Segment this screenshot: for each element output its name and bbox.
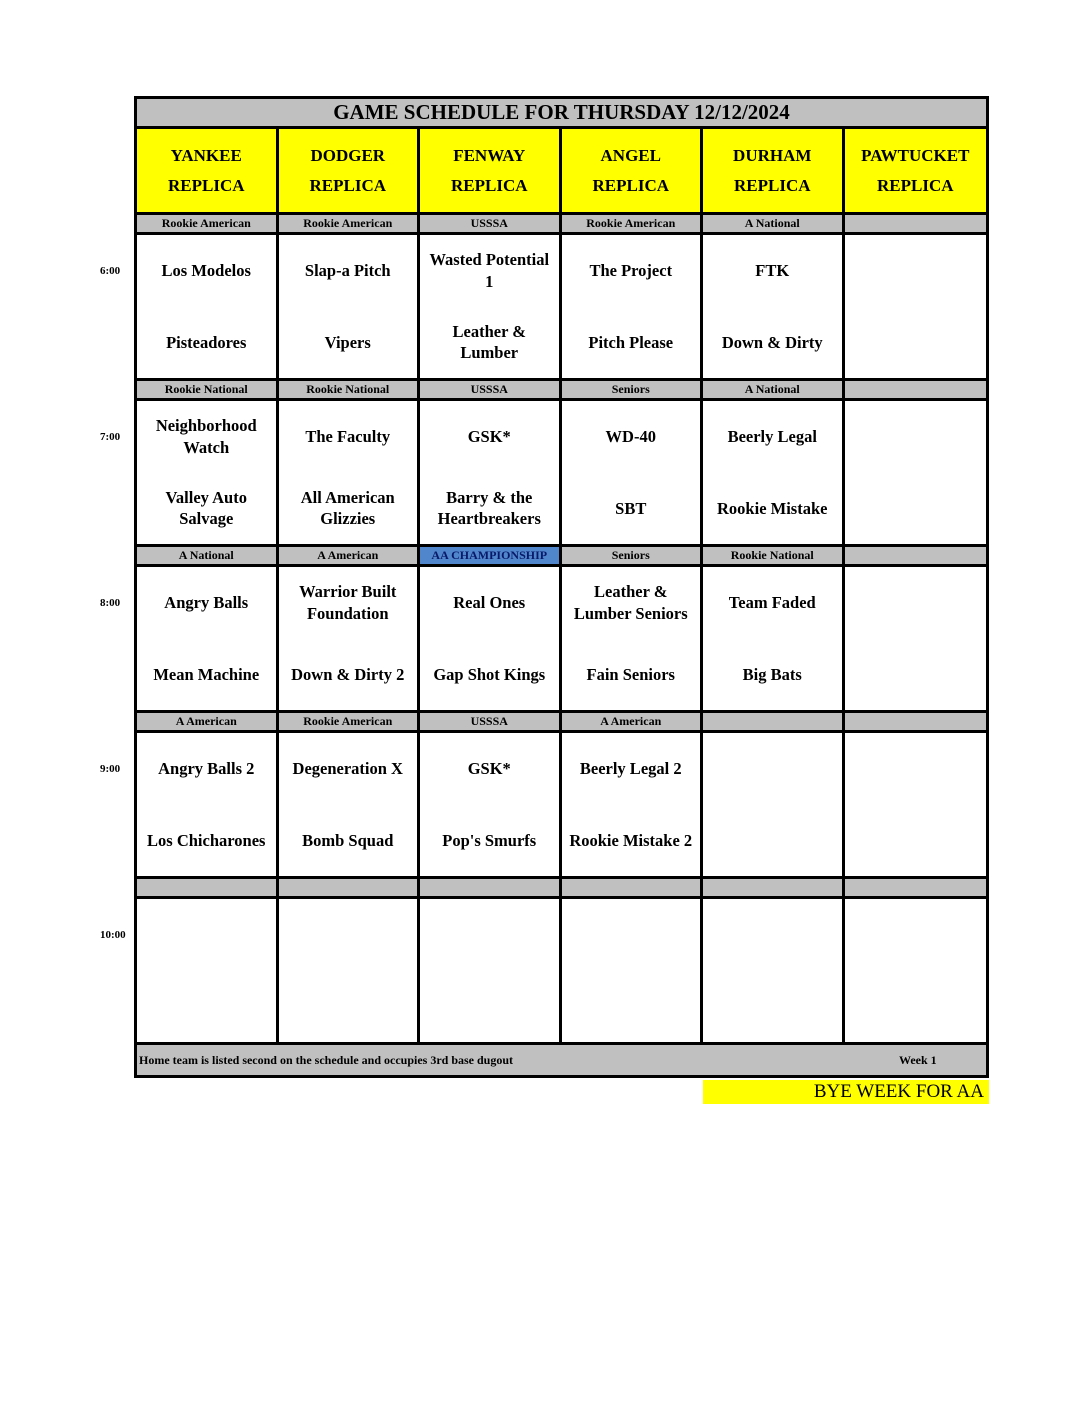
away-team: FTK <box>755 261 790 281</box>
field-header-yankee <box>137 129 279 215</box>
home-team <box>562 971 701 1043</box>
field-name: PAWTUCKET <box>861 145 970 165</box>
division-label: Rookie National <box>703 547 845 567</box>
away-team: Warrior Built Foundation <box>299 582 397 623</box>
away-team <box>137 899 276 971</box>
away-team <box>845 401 987 473</box>
away-team: The Project <box>589 261 673 281</box>
game-cell <box>137 235 279 381</box>
away-team: Beerly Legal 2 <box>579 759 682 779</box>
division-label: USSSA <box>420 215 562 235</box>
division-label: AA CHAMPIONSHIP <box>420 547 562 567</box>
division-label: Rookie American <box>279 713 421 733</box>
home-team: Vipers <box>324 332 371 352</box>
game-cell <box>562 567 704 713</box>
away-team <box>420 899 559 971</box>
division-label <box>703 879 845 899</box>
division-label: Seniors <box>562 381 704 401</box>
field-sub: REPLICA <box>733 175 811 195</box>
home-team: Rookie Mistake 2 <box>569 830 693 850</box>
away-team: Degeneration X <box>292 759 403 779</box>
field-header-fenway <box>420 129 562 215</box>
away-team: Wasted Potential 1 <box>429 250 550 291</box>
division-label: Rookie American <box>279 215 421 235</box>
time-label: 9:00 <box>100 763 121 775</box>
home-team <box>703 971 842 1043</box>
home-team: Pisteadores <box>166 332 247 352</box>
game-cell <box>279 899 421 1045</box>
division-label: A National <box>703 215 845 235</box>
game-cell <box>703 401 845 547</box>
away-team <box>845 899 987 971</box>
away-team: Angry Balls <box>164 593 249 613</box>
game-cell <box>562 235 704 381</box>
home-team <box>845 307 987 379</box>
away-team: Team Faded <box>728 593 816 613</box>
home-team <box>279 971 418 1043</box>
game-cell <box>703 733 845 879</box>
home-team: Leather & Lumber <box>452 321 526 363</box>
field-name: YANKEE <box>170 145 242 165</box>
division-label <box>845 713 987 733</box>
home-team <box>845 473 987 545</box>
home-team: Fain Seniors <box>586 664 675 684</box>
game-cell <box>845 733 987 879</box>
field-name: DURHAM <box>733 145 812 165</box>
away-team: Beerly Legal <box>727 427 817 447</box>
game-cell <box>562 899 704 1045</box>
division-label: Rookie American <box>137 215 279 235</box>
field-sub: REPLICA <box>450 175 528 195</box>
field-sub: REPLICA <box>167 175 245 195</box>
away-team: GSK* <box>467 427 511 447</box>
field-header-durham <box>703 129 845 215</box>
division-label <box>137 879 279 899</box>
division-label <box>845 381 987 401</box>
away-team <box>279 899 418 971</box>
game-cell <box>845 235 987 381</box>
field-sub: REPLICA <box>592 175 669 195</box>
footer-note: Home team is listed second on the schedule and occupies 3rd base dugout <box>139 1052 514 1067</box>
away-team: Leather & Lumber Seniors <box>573 582 688 623</box>
division-label: Rookie National <box>279 381 421 401</box>
game-cell <box>420 401 562 547</box>
home-team <box>845 639 987 711</box>
game-cell <box>703 899 845 1045</box>
division-label: A American <box>279 547 421 567</box>
division-label: Rookie American <box>562 215 704 235</box>
home-team <box>137 971 276 1043</box>
game-cell <box>703 235 845 381</box>
time-label: 7:00 <box>100 431 121 443</box>
game-cell <box>420 733 562 879</box>
division-label <box>845 215 987 235</box>
away-team <box>703 733 842 805</box>
home-team: Down & Dirty <box>721 332 823 352</box>
field-name: DODGER <box>310 145 386 165</box>
away-team: Slap-a Pitch <box>304 261 391 281</box>
game-cell <box>562 401 704 547</box>
division-label: Rookie National <box>137 381 279 401</box>
game-cell <box>279 567 421 713</box>
game-cell <box>279 401 421 547</box>
home-team <box>845 805 987 877</box>
schedule-title: GAME SCHEDULE FOR THURSDAY 12/12/2024 <box>137 99 986 129</box>
field-sub: REPLICA <box>876 175 954 195</box>
division-label <box>562 879 704 899</box>
bye-week-banner: BYE WEEK FOR AA <box>703 1080 989 1104</box>
game-cell <box>279 733 421 879</box>
division-label: A American <box>562 713 704 733</box>
home-team: Bomb Squad <box>302 830 394 850</box>
game-cell <box>420 235 562 381</box>
away-team: WD-40 <box>605 427 656 447</box>
home-team: Gap Shot Kings <box>433 664 546 684</box>
game-cell <box>420 899 562 1045</box>
away-team <box>703 899 842 971</box>
game-cell <box>137 567 279 713</box>
away-team: Neighborhood Watch <box>155 416 257 457</box>
home-team: Pop's Smurfs <box>442 830 537 850</box>
away-team: Angry Balls 2 <box>158 759 255 779</box>
away-team: The Faculty <box>305 427 391 447</box>
game-cell <box>562 733 704 879</box>
home-team: SBT <box>615 498 647 518</box>
division-label: USSSA <box>420 381 562 401</box>
home-team: Barry & the Heartbreakers <box>437 487 541 529</box>
division-label: Seniors <box>562 547 704 567</box>
game-cell <box>137 401 279 547</box>
away-team: Los Modelos <box>161 261 251 281</box>
division-label: A National <box>137 547 279 567</box>
division-label <box>703 713 845 733</box>
game-cell <box>845 567 987 713</box>
game-cell <box>845 401 987 547</box>
division-label <box>845 547 987 567</box>
home-team: Pitch Please <box>588 332 674 352</box>
away-team <box>562 899 701 971</box>
away-team <box>845 567 987 639</box>
division-label: A National <box>703 381 845 401</box>
schedule-footer <box>137 1045 986 1075</box>
away-team <box>845 733 987 805</box>
division-label: A American <box>137 713 279 733</box>
home-team <box>420 971 559 1043</box>
division-label <box>420 879 562 899</box>
home-team: Mean Machine <box>153 664 260 684</box>
field-header-dodger <box>279 129 421 215</box>
field-header-angel <box>562 129 704 215</box>
home-team: Down & Dirty 2 <box>291 664 405 684</box>
home-team: All American Glizzies <box>300 487 395 529</box>
field-name: FENWAY <box>453 145 526 165</box>
game-cell <box>420 567 562 713</box>
time-label: 8:00 <box>100 597 121 609</box>
home-team: Los Chicharones <box>147 830 266 850</box>
away-team: Real Ones <box>453 593 526 613</box>
home-team <box>845 971 987 1043</box>
division-label <box>845 879 987 899</box>
game-cell <box>137 733 279 879</box>
home-team: Rookie Mistake <box>717 498 828 518</box>
home-team: Big Bats <box>742 664 802 684</box>
time-label: 6:00 <box>100 265 121 277</box>
game-cell <box>279 235 421 381</box>
division-label <box>279 879 421 899</box>
time-label: 10:00 <box>100 929 126 941</box>
home-team: Valley Auto Salvage <box>165 487 247 529</box>
away-team: GSK* <box>467 759 511 779</box>
home-team <box>703 805 842 877</box>
schedule-table <box>134 96 989 1078</box>
division-label: USSSA <box>420 713 562 733</box>
field-name: ANGEL <box>600 145 661 165</box>
week-label: Week 1 <box>899 1052 937 1067</box>
field-header-pawtucket <box>845 129 987 215</box>
field-sub: REPLICA <box>309 175 386 195</box>
game-cell <box>845 899 987 1045</box>
game-cell <box>137 899 279 1045</box>
game-cell <box>703 567 845 713</box>
away-team <box>845 235 987 307</box>
